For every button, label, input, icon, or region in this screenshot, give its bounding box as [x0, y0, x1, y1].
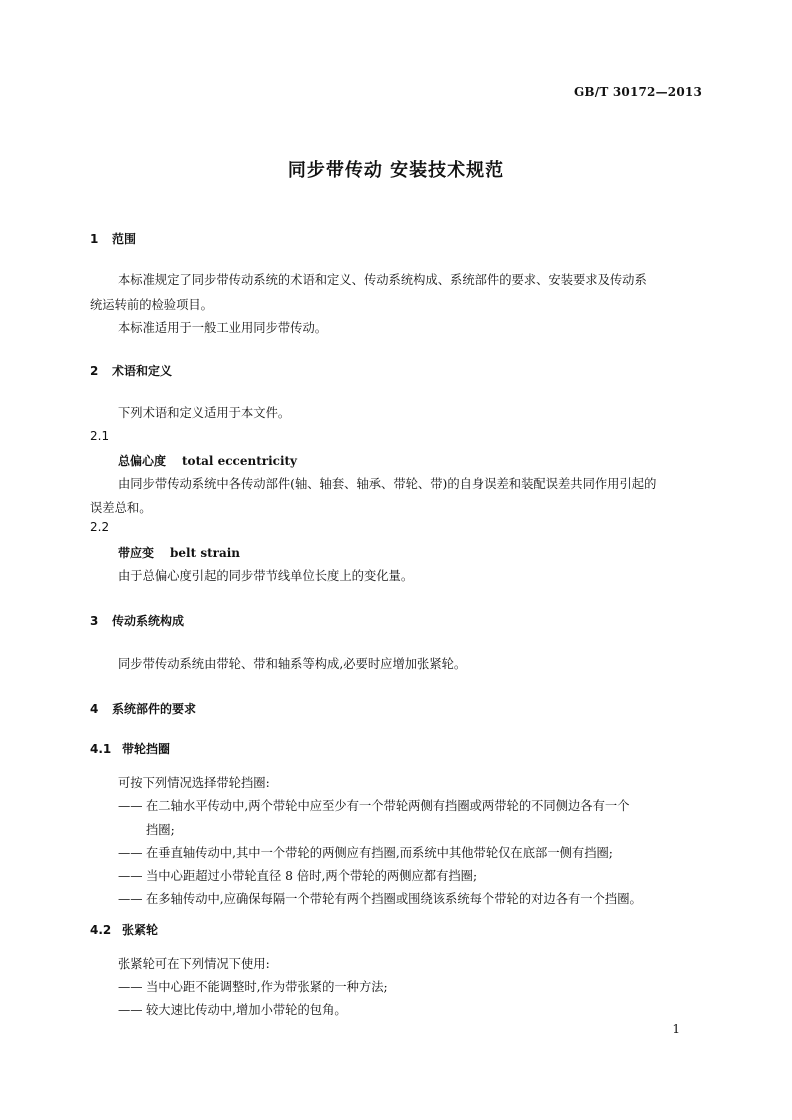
section-2-heading — [90, 362, 172, 379]
section-4-heading — [90, 700, 196, 717]
page-number: 1 — [672, 1022, 680, 1036]
clause-number: 2.1 — [90, 429, 110, 443]
section-title: 系统部件的要求 — [112, 702, 197, 716]
list-item-text: 在二轴水平传动中,两个带轮中应至少有一个带轮两侧有挡圈或两带轮的不同侧边各有一个 — [146, 799, 630, 813]
section-number: 1 — [90, 232, 99, 246]
term-entry — [118, 452, 297, 469]
clause-number: 2.2 — [90, 520, 110, 534]
paragraph-line: 本标准规定了同步带传动系统的术语和定义、传动系统构成、系统部件的要求、安装要求及传动系 — [118, 273, 647, 287]
subsection-title: 张紧轮 — [122, 923, 159, 937]
list-item-continuation: 挡圈; — [146, 823, 175, 837]
list-item — [118, 866, 477, 884]
paragraph: 张紧轮可在下列情况下使用: — [118, 957, 270, 971]
list-item — [118, 889, 642, 907]
section-title: 传动系统构成 — [112, 614, 185, 628]
term-chinese: 带应变 — [118, 546, 155, 560]
standard-number: GB/T 30172—2013 — [573, 85, 702, 99]
list-item-text: 在多轴传动中,应确保每隔一个带轮有两个挡圈或围绕该系统每个带轮的对边各有一个挡圈。 — [146, 892, 642, 906]
dash-marker: —— — [118, 869, 143, 883]
list-item-text: 在垂直轴传动中,其中一个带轮的两侧应有挡圈,而系统中其他带轮仅在底部一侧有挡圈; — [146, 846, 613, 860]
subsection-number: 4.2 — [90, 923, 112, 937]
section-3-heading — [90, 612, 184, 629]
paragraph: 可按下列情况选择带轮挡圈: — [118, 776, 270, 790]
section-number: 3 — [90, 614, 99, 628]
paragraph: 本标准适用于一般工业用同步带传动。 — [118, 321, 328, 335]
dash-marker: —— — [118, 799, 143, 813]
section-number: 2 — [90, 364, 99, 378]
dash-marker: —— — [118, 846, 143, 860]
list-item-text: 当中心距不能调整时,作为带张紧的一种方法; — [146, 980, 388, 994]
section-1-heading — [90, 230, 136, 247]
section-title: 术语和定义 — [112, 364, 173, 378]
dash-marker: —— — [118, 892, 143, 906]
term-chinese: 总偏心度 — [118, 454, 167, 468]
document-title: 同步带传动 安装技术规范 — [287, 160, 505, 181]
paragraph: 下列术语和定义适用于本文件。 — [118, 406, 291, 420]
subsection-4-2-heading — [90, 921, 158, 938]
subsection-4-1-heading — [90, 740, 170, 757]
list-item — [118, 796, 630, 814]
term-english: total eccentricity — [182, 454, 298, 468]
term-entry — [118, 544, 240, 561]
paragraph: 同步带传动系统由带轮、带和轴系等构成,必要时应增加张紧轮。 — [118, 657, 467, 671]
list-item — [118, 1000, 347, 1018]
list-item — [118, 977, 388, 995]
list-item-text: 当中心距超过小带轮直径 8 倍时,两个带轮的两侧应都有挡圈; — [146, 869, 478, 883]
definition: 由于总偏心度引起的同步带节线单位长度上的变化量。 — [118, 569, 414, 583]
list-item-text: 较大速比传动中,增加小带轮的包角。 — [146, 1003, 347, 1017]
term-english: belt strain — [170, 546, 240, 560]
subsection-number: 4.1 — [90, 742, 112, 756]
dash-marker: —— — [118, 1003, 143, 1017]
section-number: 4 — [90, 702, 99, 716]
list-item — [118, 843, 613, 861]
definition-line: 误差总和。 — [90, 501, 152, 515]
dash-marker: —— — [118, 980, 143, 994]
paragraph-line: 统运转前的检验项目。 — [90, 298, 213, 312]
section-title: 范围 — [112, 232, 137, 246]
definition-line: 由同步带传动系统中各传动部件(轴、轴套、轴承、带轮、带)的自身误差和装配误差共同作用引起的 — [118, 477, 657, 491]
subsection-title: 带轮挡圈 — [122, 742, 171, 756]
